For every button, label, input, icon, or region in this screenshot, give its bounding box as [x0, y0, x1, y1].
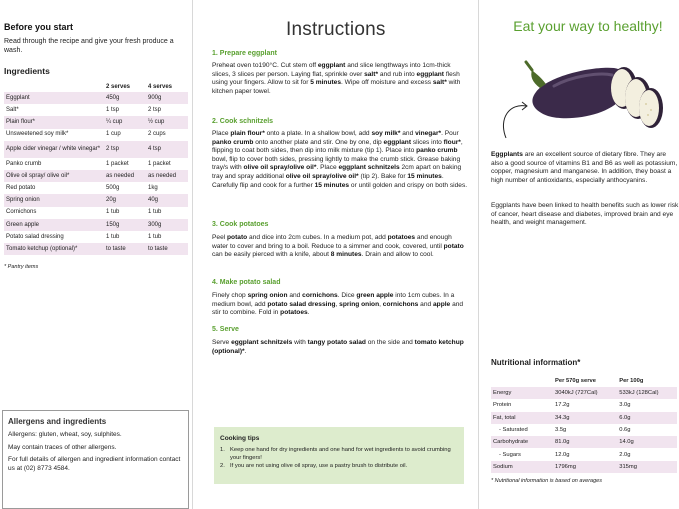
arrow-line: [503, 106, 526, 138]
ingredient-cell: ¼ cup: [104, 116, 146, 128]
nutrition-cell: 1796mg: [553, 461, 617, 473]
nutrition-header-cell: [491, 375, 553, 387]
ingredients-body: [4, 92, 188, 255]
allergens-heading: Allergens and ingredients: [8, 417, 107, 426]
cooking-tip-number: 1.: [220, 447, 225, 453]
eggplant-stem: [531, 70, 546, 88]
ingredient-cell: Cornichons: [6, 209, 37, 216]
nutrition-row: [491, 424, 677, 436]
cooking-tips-heading: Cooking tips: [220, 435, 260, 442]
ingredient-row: [4, 207, 188, 219]
instructions-column: [198, 0, 473, 509]
allergens-contact: For full details of allergen and ingredient information contact us at (02) 8773 4584.: [8, 456, 181, 472]
ingredient-cell: Red potato: [6, 184, 36, 191]
nutrition-cell: 6.0g: [617, 412, 677, 424]
ingredient-cell: 4 tsp: [146, 141, 188, 158]
ingredient-cell: 150g: [104, 219, 146, 231]
nutrition-cell: 0.6g: [619, 427, 631, 434]
ingredient-row: [4, 158, 188, 170]
ingredient-cell: Unsweetened soy milk*: [6, 131, 69, 138]
nutrition-cell: - Sugars: [499, 451, 521, 458]
nutrition-cell: Protein: [493, 402, 512, 409]
ingredient-row: [4, 141, 188, 158]
nutrition-header-cell: Per 570g serve: [555, 378, 596, 384]
nutrition-table: [491, 375, 677, 473]
ingredient-cell: ½ cup: [146, 116, 188, 128]
ingredient-cell: to taste: [146, 243, 188, 255]
ingredient-cell: 1 tub: [106, 233, 120, 240]
ingredient-cell: Spring onion: [4, 194, 104, 206]
nutrition-row: [491, 461, 677, 473]
ingredient-cell: 900g: [146, 92, 188, 104]
eggplant-seed: [647, 114, 649, 116]
nutrition-heading: Nutritional information*: [491, 358, 581, 367]
nutrition-cell: 2.0g: [619, 451, 631, 458]
ingredient-cell: 300g: [146, 219, 188, 231]
ingredient-cell: Olive oil spray/ olive oil*: [4, 170, 104, 182]
nutrition-cell: 17.2g: [555, 402, 570, 409]
nutrition-cell: 3040kJ (727Cal): [553, 387, 617, 399]
cooking-tip: [220, 463, 458, 471]
ingredient-cell: 450g: [104, 92, 146, 104]
ingredient-cell: 40g: [146, 194, 188, 206]
cooking-tips-box: [214, 427, 464, 484]
health-column: [484, 0, 679, 509]
ingredient-cell: Potato salad dressing: [6, 233, 64, 240]
ingredient-row: [4, 104, 188, 116]
allergens-box: [2, 410, 189, 509]
ingredient-cell: 1 packet: [148, 160, 171, 167]
step-2-text: Place plain flour* onto a plate. In a shallow bowl, add soy milk* and vinegar*. Pour panko crumb onto another plate and stir. One by one, dip eggplant slices into flour*, flipping to coat both sides, then dip into milk mixture (tip 1). Place into panko crumb bowl, flip to cover both sides, pressing lightly to make the crumb stick. Grease baking tray/s with olive oil spray/olive oil*. Place eggplant schnitzels 2cm apart on baking tray and spray additional olive oil spray/olive oil* (tip 2). Bake for 15 minutes. Carefully flip and cook for a further 15 minutes or until golden and crispy on both sides.: [212, 130, 468, 189]
allergens-traces: May contain traces of other allergens.: [8, 443, 117, 451]
nutrition-row: [491, 436, 677, 448]
ingredient-row: [4, 243, 188, 255]
ingredients-header-cell: 4 serves: [148, 84, 173, 90]
ingredients-header-cell: [4, 82, 104, 92]
ingredient-cell: 1 packet: [106, 160, 129, 167]
nutrition-row: [491, 448, 677, 460]
column-divider: [478, 0, 479, 509]
ingredient-cell: Apple cider vinegar / white vinegar*: [4, 141, 104, 158]
cooking-tip-text: If you are not using olive oil spray, use a pastry brush to distribute oil.: [230, 463, 408, 469]
nutrition-cell: Carbohydrate: [491, 436, 553, 448]
ingredient-cell: to taste: [104, 243, 146, 255]
ingredient-cell: Eggplant: [4, 92, 104, 104]
ingredient-cell: Green apple: [4, 219, 104, 231]
ingredient-cell: Panko crumb: [6, 160, 42, 167]
nutrition-note: * Nutritional information is based on averages: [491, 478, 602, 484]
before-you-start-heading: Before you start: [4, 22, 74, 32]
ingredient-cell: Plain flour*: [4, 116, 104, 128]
ingredient-cell: 2 cups: [148, 131, 166, 138]
nutrition-cell: 14.0g: [617, 436, 677, 448]
eggplant-nutrition-paragraph: Eggplants are an excellent source of dietary fibre. They are also a good source of vitamins B1 and B6 as well as potassium, copper, magnesium and manganese. In addition, they boast a high number of antioxidants, especially anthocyanins.: [491, 151, 678, 184]
nutrition-row: [491, 412, 677, 424]
eggplant-seed: [645, 103, 647, 105]
ingredients-header-row: [4, 82, 188, 92]
eggplant-illustration: [496, 48, 664, 143]
nutrition-cell: 533kJ (128Cal): [617, 387, 677, 399]
eggplant-seed: [650, 109, 652, 111]
nutrition-cell: Sodium: [491, 461, 553, 473]
step-2-title: 2. Cook schnitzels: [212, 118, 274, 125]
nutrition-cell: 3.0g: [619, 402, 631, 409]
allergens-list: Allergens: gluten, wheat, soy, sulphites.: [8, 431, 122, 438]
ingredient-cell: Salt*: [6, 107, 19, 114]
eggplant-stem-tip: [526, 62, 532, 70]
step-3-text: Peel potato and dice into 2cm cubes. In a medium pot, add potatoes and enough water to cover and bring to a boil. Reduce to a simmer and cook, covered, until potato can be easily pierced with a knife, about 8 minutes. Drain and allow to cool.: [212, 234, 464, 259]
ingredient-cell: 1kg: [148, 184, 158, 191]
pantry-note: * Pantry items: [4, 264, 39, 270]
ingredient-row: [4, 92, 188, 104]
ingredient-row: [4, 116, 188, 128]
step-3-title: 3. Cook potatoes: [212, 221, 269, 228]
step-5-text: Serve eggplant schnitzels with tangy potato salad on the side and tomato ketchup (optional)*.: [212, 339, 464, 355]
nutrition-cell: 12.0g: [555, 451, 570, 458]
nutrition-row: [491, 399, 677, 411]
column-divider: [192, 0, 193, 509]
nutrition-cell: 3.5g: [555, 427, 567, 434]
left-column: [0, 0, 190, 509]
eggplant-slice-flesh: [639, 90, 659, 126]
nutrition-cell: 34.3g: [553, 412, 617, 424]
ingredients-table: [4, 82, 188, 255]
nutrition-cell: 315mg: [617, 461, 677, 473]
ingredient-cell: 1 cup: [106, 131, 121, 138]
step-1-text: Preheat oven to190°C. Cut stem off eggplant and slice lengthways into 1cm-thick slices, 3 slices per person. Laying flat, sprinkle over salt* and rub into eggplant flesh using your fingers. Allow to sit for 5 minutes. Wipe off moisture and excess salt* with kitchen paper towel.: [212, 62, 461, 95]
instructions-heading: Instructions: [286, 19, 386, 40]
ingredient-row: [4, 194, 188, 206]
before-you-start-text: Read through the recipe and give your fresh produce a wash.: [4, 38, 174, 54]
nutrition-cell: 81.0g: [553, 436, 617, 448]
ingredient-cell: 20g: [104, 194, 146, 206]
nutrition-row: [491, 387, 677, 399]
nutrition-cell: Fat, total: [491, 412, 553, 424]
cooking-tip: [220, 447, 458, 462]
step-1-title: 1. Prepare eggplant: [212, 50, 277, 57]
nutrition-cell: Energy: [491, 387, 553, 399]
ingredient-row: [4, 129, 188, 141]
ingredient-cell: 2 tsp: [104, 141, 146, 158]
ingredient-cell: 1 tub: [148, 209, 162, 216]
ingredient-row: [4, 219, 188, 231]
ingredient-cell: as needed: [146, 170, 188, 182]
nutrition-cell: - Saturated: [499, 427, 528, 434]
step-4-text: Finely chop spring onion and cornichons. Dice green apple into 1cm cubes. In a medium bowl, add potato salad dressing, spring onion, cornichons and apple and stir to combine. Fold in potatoes.: [212, 292, 464, 317]
ingredient-cell: 1 tsp: [106, 107, 120, 114]
ingredient-cell: 500g: [106, 184, 120, 191]
ingredient-row: [4, 231, 188, 243]
eat-healthy-heading: Eat your way to healthy!: [513, 18, 663, 34]
cooking-tip-number: 2.: [220, 463, 225, 469]
nutrition-header-cell: Per 100g: [619, 378, 644, 384]
ingredients-header-cell: 2 serves: [106, 84, 131, 90]
ingredient-row: [4, 182, 188, 194]
ingredient-cell: 2 tsp: [148, 107, 162, 114]
eggplant-benefits-paragraph: Eggplants have been linked to health benefits such as lower risk of cancer, heart disease and diabetes, improved brain and eye health, and weight management.: [491, 202, 679, 226]
ingredient-cell: 1 tub: [148, 233, 162, 240]
nutrition-header-row: [491, 375, 677, 387]
cooking-tip-text: Keep one hand for dry ingredients and one hand for wet ingredients to avoid crumbing your fingers!: [230, 447, 451, 461]
ingredient-row: [4, 170, 188, 182]
step-4-title: 4. Make potato salad: [212, 279, 281, 286]
ingredient-cell: 1 tub: [106, 209, 120, 216]
ingredient-cell: as needed: [104, 170, 146, 182]
step-5-title: 5. Serve: [212, 326, 239, 333]
nutrition-body: [491, 387, 677, 473]
ingredient-cell: Tomato ketchup (optional)*: [4, 243, 104, 255]
ingredients-heading: Ingredients: [4, 66, 50, 76]
